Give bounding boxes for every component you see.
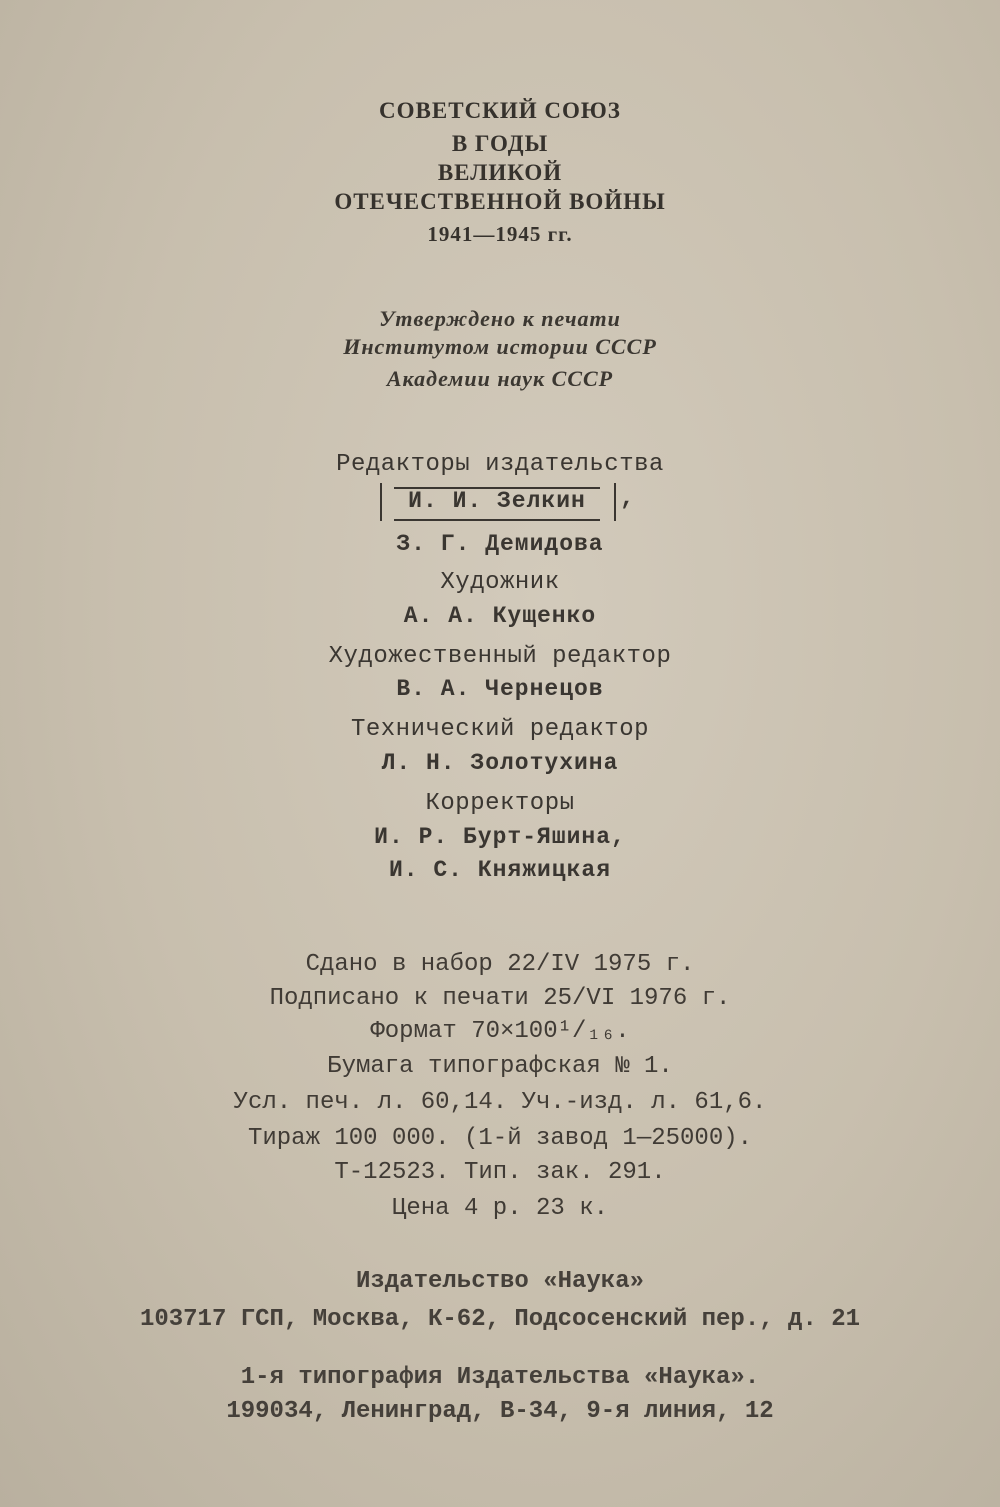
imprint-sheets: Усл. печ. л. 60,14. Уч.-изд. л. 61,6. [233,1089,767,1116]
book-title-years: 1941—1945 гг. [427,222,573,246]
imprint-signed-date: Подписано к печати 25/VI 1976 г. [269,985,731,1012]
editor-1-name: И. И. Зелкин [408,488,586,514]
editor-1-comma: , [620,485,635,512]
art-editor-label: Художественный редактор [328,643,672,670]
frame-right-bar [614,483,616,521]
imprint-print-run: Тираж 100 000. (1-й завод 1—25000). [247,1125,753,1152]
approval-line-1: Утверждено к печати [379,306,621,331]
imprint-paper: Бумага типографская № 1. [327,1053,673,1080]
frame-left-bar [380,483,382,521]
approval-line-2: Институтом истории СССР [343,334,657,359]
book-title-line-1: СОВЕТСКИЙ СОЮЗ [379,98,621,123]
proofreader-2-name: И. С. Княжицкая [388,857,612,883]
approval-line-3: Академии наук СССР [386,366,614,391]
editors-label: Редакторы издательства [336,451,664,478]
proofreaders-label: Корректоры [425,790,575,817]
artist-label: Художник [440,569,560,596]
editor-deceased-frame [380,481,635,523]
imprint-format: Формат 70×100¹/₁₆. [370,1018,630,1045]
printer-address: 199034, Ленинград, В-34, 9-я линия, 12 [226,1398,774,1425]
printer-name: 1-я типография Издательства «Наука». [240,1364,760,1391]
artist-name: А. А. Кущенко [403,603,597,629]
imprint-price: Цена 4 р. 23 к. [391,1195,609,1222]
book-title-line-3: ВЕЛИКОЙ [437,160,563,185]
art-editor-name: В. А. Чернецов [396,676,604,702]
imprint-order: Т-12523. Тип. зак. 291. [334,1159,666,1186]
tech-editor-name: Л. Н. Золотухина [381,750,619,776]
proofreader-1-name: И. Р. Бурт-Яшина, [374,824,626,850]
publisher-address: 103717 ГСП, Москва, К-62, Подсосенский пер., д. 21 [139,1306,861,1333]
book-title-line-4: ОТЕЧЕСТВЕННОЙ ВОЙНЫ [334,189,666,214]
tech-editor-label: Технический редактор [350,716,650,743]
publisher-name: Издательство «Наука» [355,1268,645,1295]
book-title-line-2: В ГОДЫ [451,131,549,156]
editor-2-name: З. Г. Демидова [396,531,604,557]
imprint-typeset-date: Сдано в набор 22/IV 1975 г. [305,951,695,978]
